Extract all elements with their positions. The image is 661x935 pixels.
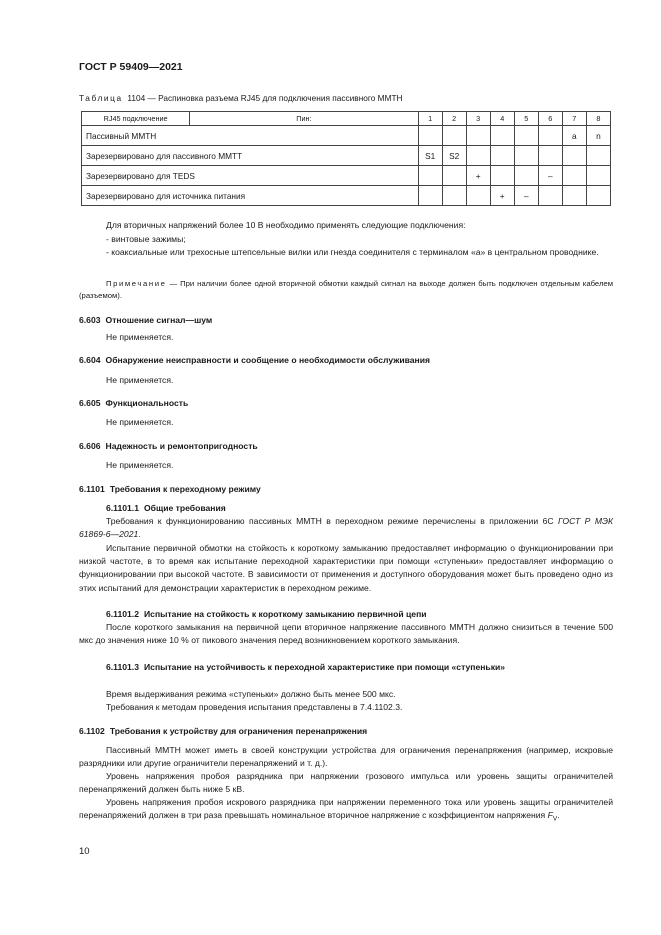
section-title: Испытание на стойкость к короткому замыканию первичной цепи — [143, 609, 427, 619]
pin-cell — [514, 126, 538, 146]
pin-cell — [586, 146, 610, 166]
section-611011-paragraph-1 — [79, 515, 613, 541]
section-6603-body: Не применяется. — [106, 332, 174, 342]
section-61102-paragraph-3 — [79, 796, 613, 826]
bullet-screw-terminals: - винтовые зажимы; — [106, 234, 186, 244]
table-header-connection: RJ45 подключение — [82, 112, 190, 126]
paragraph-end: . — [557, 810, 560, 821]
section-number: 6.605 — [79, 398, 101, 408]
section-61102-paragraph-2: Уровень напряжения пробоя разрядника при напряжении грозового импульса или уровень защиты ограничителей перенапряжений должен быть ниже 5 кВ. — [79, 771, 613, 795]
section-611012-paragraph: После короткого замыкания на первичной цепи вторичное напряжение пассивного ММТН должно снизиться в течение 500 мкс до значения ниже 10 % от пикового значения перед возникновением короткого замыкания. — [79, 622, 613, 646]
table-row — [82, 126, 611, 146]
pin-header-6: 6 — [538, 112, 562, 126]
section-611011-heading — [79, 502, 613, 515]
pin-cell — [514, 146, 538, 166]
pin-cell — [466, 146, 490, 166]
section-title: Требования к устройству для ограничения перенапряжения — [109, 726, 368, 736]
section-6606-heading — [79, 440, 613, 453]
table-row — [82, 186, 611, 206]
section-611013-paragraph-1: Время выдерживания режима «ступеньки» должно быть менее 500 мкс. — [106, 689, 396, 699]
secondary-voltage-paragraph: Для вторичных напряжений более 10 В необходимо применять следующие подключения: — [106, 220, 466, 230]
table-header-row — [82, 112, 611, 126]
bullet-coaxial-connectors: - коаксиальные или трехосные штепсельные вилки или гнезда соединителя с терминалом «a» в центральном проводнике. — [106, 247, 599, 257]
pin-header-8: 8 — [586, 112, 610, 126]
pin-header-4: 4 — [490, 112, 514, 126]
pin-cell — [538, 146, 562, 166]
voltage-factor-subscript: V — [552, 815, 558, 823]
pin-cell — [562, 166, 586, 186]
section-611011-paragraph-2: Испытание первичной обмотки на стойкость к короткому замыканию предоставляет информацию о функционировании при низкой частоте, в то время как испытание переходной характеристики при помощи «ступеньки» предоставляет информацию о функционировании при высокой частоте. В зависимости от применения и доступного оборудования может быть проведено одно из этих испытаний для демонстрации характеристик в переходном режиме. — [79, 543, 613, 593]
paragraph-end: . — [138, 529, 141, 540]
pin-cell — [538, 126, 562, 146]
pin-cell: + — [490, 186, 514, 206]
pin-cell — [562, 186, 586, 206]
row-label: Пассивный ММТН — [82, 126, 419, 146]
pin-cell — [490, 166, 514, 186]
note-label: Примечание — [106, 279, 167, 288]
standard-reference: ГОСТ Р МЭК 61869-6—2021 — [79, 516, 614, 540]
section-61101-heading — [79, 483, 613, 496]
section-title: Испытание на устойчивость к переходной характеристике при помощи «ступеньки» — [143, 662, 506, 672]
pin-header-1: 1 — [418, 112, 442, 126]
row-label: Зарезервировано для TEDS — [82, 166, 419, 186]
section-number: 6.1101.1 — [106, 503, 139, 513]
section-number: 6.1102 — [79, 726, 105, 736]
pin-cell — [442, 126, 466, 146]
section-6605-body: Не применяется. — [106, 417, 174, 427]
table-caption-text: 1104 — Распиновка разъема RJ45 для подключения пассивного ММТН — [127, 93, 403, 103]
section-61102-paragraph-1: Пассивный ММТН может иметь в своей конструкции устройства для ограничения перенапряжения (например, искровые разрядники или другие ограничители перенапряжений и т. д.). — [79, 745, 613, 769]
section-title: Требования к переходному режиму — [109, 484, 261, 494]
pin-cell: + — [466, 166, 490, 186]
section-title: Надежность и ремонтопригодность — [105, 441, 258, 451]
pin-header-3: 3 — [466, 112, 490, 126]
section-number: 6.604 — [79, 355, 101, 365]
table-header-pin: Пин: — [190, 112, 418, 126]
pin-cell — [418, 166, 442, 186]
pin-cell — [586, 186, 610, 206]
row-label: Зарезервировано для пассивного ММТТ — [82, 146, 419, 166]
pin-cell — [418, 186, 442, 206]
pin-cell — [442, 186, 466, 206]
table-row — [82, 146, 611, 166]
table-row — [82, 166, 611, 186]
section-6603-heading — [79, 314, 613, 327]
section-611013-paragraph-2: Требования к методам проведения испытания представлены в 7.4.1102.3. — [106, 702, 403, 712]
pinout-table — [81, 111, 611, 206]
row-label: Зарезервировано для источника питания — [82, 186, 419, 206]
section-title: Функциональность — [105, 398, 189, 408]
paragraph-text: Требования к функционированию пассивных ММТН в переходном режиме перечислены в приложении 6С — [106, 516, 554, 526]
table-caption-label: Таблица — [79, 93, 123, 103]
section-title: Отношение сигнал—шум — [105, 315, 213, 325]
section-number: 6.606 — [79, 441, 101, 451]
pin-cell — [418, 126, 442, 146]
section-title: Общие требования — [143, 503, 226, 513]
section-61102-heading — [79, 725, 613, 738]
page-number: 10 — [79, 846, 90, 857]
section-number: 6.1101 — [79, 484, 105, 494]
pin-cell: – — [538, 166, 562, 186]
note — [79, 278, 613, 302]
document-id: ГОСТ Р 59409—2021 — [79, 61, 183, 73]
section-number: 6.1101.2 — [106, 609, 139, 619]
section-6604-body: Не применяется. — [106, 375, 174, 385]
section-number: 6.1101.3 — [106, 662, 139, 672]
pin-cell — [442, 166, 466, 186]
pin-cell: a — [562, 126, 586, 146]
pin-cell — [538, 186, 562, 206]
paragraph-text: Уровень напряжения пробоя искрового разрядника при напряжении переменного тока или уровень защиты ограничителей перенапряжений должен в три раза превышать номинальное вторичное напряжение с коэффициентом напряжения — [79, 797, 613, 821]
voltage-factor-symbol: F — [547, 810, 553, 821]
pin-header-2: 2 — [442, 112, 466, 126]
pin-cell: n — [586, 126, 610, 146]
section-6605-heading — [79, 397, 613, 410]
pin-header-5: 5 — [514, 112, 538, 126]
note-text: — При наличии более одной вторичной обмотки каждый сигнал на выходе должен быть подключен отдельным кабелем (разъемом). — [79, 279, 613, 301]
pin-cell: S1 — [418, 146, 442, 166]
pin-cell — [586, 166, 610, 186]
table-caption — [79, 93, 403, 103]
pin-cell — [562, 146, 586, 166]
section-6606-body: Не применяется. — [106, 460, 174, 470]
pin-cell: – — [514, 186, 538, 206]
pin-cell — [490, 146, 514, 166]
section-title: Обнаружение неисправности и сообщение о необходимости обслуживания — [105, 355, 431, 365]
pin-cell: S2 — [442, 146, 466, 166]
pin-cell — [466, 126, 490, 146]
pin-cell — [466, 186, 490, 206]
pin-cell — [490, 126, 514, 146]
section-611013-heading — [79, 661, 613, 674]
section-6604-heading — [79, 354, 613, 367]
pin-header-7: 7 — [562, 112, 586, 126]
section-number: 6.603 — [79, 315, 101, 325]
section-611012-heading — [79, 608, 613, 621]
pin-cell — [514, 166, 538, 186]
